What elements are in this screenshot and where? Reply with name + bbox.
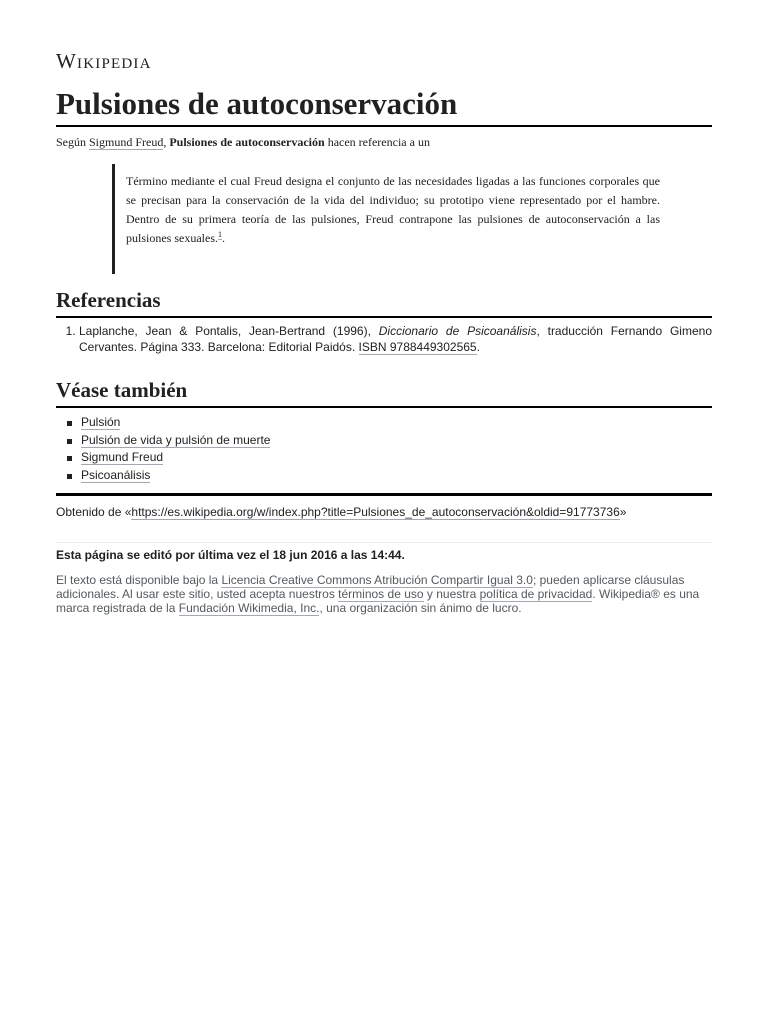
reference-end: . [476, 340, 480, 354]
intro-paragraph [56, 134, 712, 150]
reference-item [79, 323, 712, 355]
content-footer-divider [56, 493, 712, 496]
page-title: Pulsiones de autoconservación [56, 84, 712, 127]
reference-work-title: Diccionario de Psicoanálisis [378, 324, 537, 338]
see-also-link-vida-muerte[interactable]: Pulsión de vida y pulsión de muerte [81, 432, 271, 447]
reference-details: , traducción Fernando Gimeno Cervantes. Página 333. Barcelona: Editorial Paidós. [79, 324, 712, 354]
quote-end: . [222, 231, 225, 245]
retrieved-from [56, 504, 712, 520]
intro-bold-term: Pulsiones de autoconservación [169, 135, 325, 149]
bullet-icon [67, 456, 72, 461]
footer-divider [56, 542, 712, 543]
license-text [56, 573, 712, 615]
sigmund-freud-link[interactable]: Sigmund Freud [89, 135, 164, 149]
bullet-icon [67, 439, 72, 444]
see-also-heading: Véase también [56, 376, 712, 408]
privacy-policy-link[interactable]: política de privacidad [479, 587, 593, 601]
definition-quote [112, 164, 660, 274]
wikimedia-foundation-link[interactable]: Fundación Wikimedia, Inc. [178, 601, 320, 615]
intro-suffix: hacen referencia a un [324, 135, 430, 149]
see-also-link-psicoanalisis[interactable]: Psicoanálisis [81, 467, 151, 482]
see-also-item [81, 432, 712, 450]
wikipedia-logo[interactable]: Wikipedia [56, 49, 152, 73]
permanent-url-link[interactable]: https://es.wikipedia.org/w/index.php?title=Pulsiones_de_autoconservación&oldid=91773736 [131, 505, 620, 519]
last-edited-info: Esta página se editó por última vez el 18 jun 2016 a las 14:44. [56, 548, 405, 562]
license-text-part: . Wikipedia® es una marca registrada de la [56, 587, 700, 615]
see-also-item [81, 449, 712, 467]
reference-authors: Laplanche, Jean & Pontalis, Jean-Bertrand (1996), [79, 324, 379, 338]
retrieved-suffix: » [619, 505, 627, 519]
references-list [56, 323, 712, 355]
license-text-part: El texto está disponible bajo la [56, 573, 222, 587]
retrieved-prefix: Obtenido de « [56, 505, 132, 519]
references-heading: Referencias [56, 286, 712, 318]
intro-prefix: Según [56, 135, 89, 149]
see-also-list [56, 414, 712, 484]
quote-text: Término mediante el cual Freud designa el conjunto de las necesidades ligadas a las funciones corporales que se precisan para la conservación de la vida del individuo; su prototipo viene representado por el hambre. Dentro de su primera teoría de las pulsiones, Freud contrapone las pulsiones de autoconservación a las pulsiones sexuales. [126, 174, 660, 245]
intro-comma: , [163, 135, 170, 149]
see-also-link-freud[interactable]: Sigmund Freud [81, 450, 164, 464]
see-also-item [81, 467, 712, 485]
bullet-icon [67, 421, 72, 426]
isbn-link[interactable]: ISBN 9788449302565 [358, 340, 477, 354]
license-text-part: y nuestra [423, 587, 480, 601]
license-text-part: , una organización sin ánimo de lucro. [319, 601, 522, 615]
see-also-item [81, 414, 712, 432]
license-text-part: ; pueden aplicarse cláusulas adicionales. Al usar este sitio, usted acepta nuestros [56, 573, 685, 601]
bullet-icon [67, 474, 72, 479]
terms-of-use-link[interactable]: términos de uso [338, 587, 424, 601]
license-link[interactable]: Licencia Creative Commons Atribución Compartir Igual 3.0 [221, 573, 533, 587]
see-also-link-pulsion[interactable]: Pulsión [81, 415, 121, 429]
reference-mark-1[interactable]: 1 [218, 230, 222, 239]
